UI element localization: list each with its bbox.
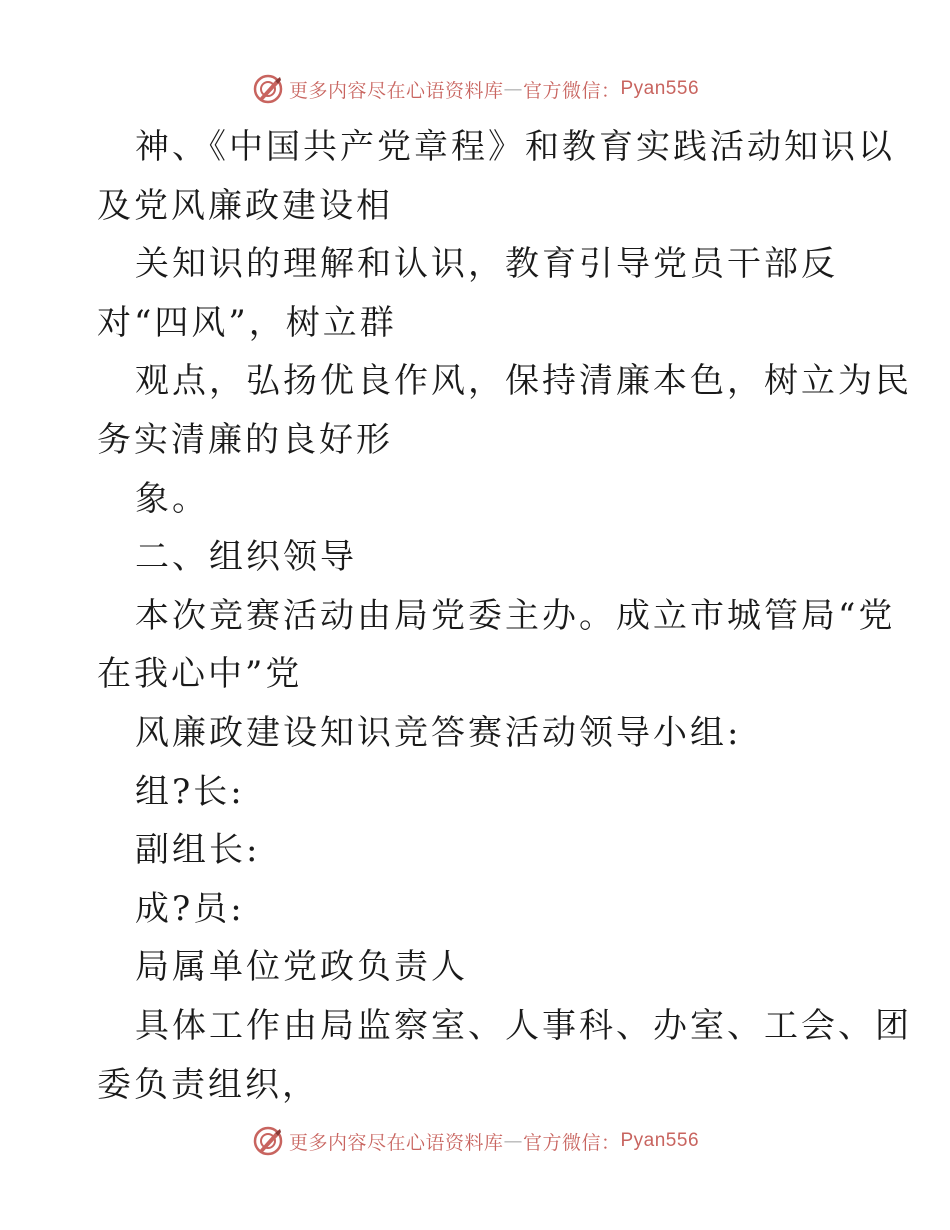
text-line: 具体工作由局监察室、人事科、办室、工会、团 <box>135 1005 912 1046</box>
text-line: 委负责组织， <box>97 1064 319 1105</box>
text-line: 本次竞赛活动由局党委主办。成立市城管局“党 <box>135 595 896 636</box>
document-body <box>97 118 912 1114</box>
text-line: 神、《中国共产党章程》和教育实践活动知识以 <box>135 127 895 167</box>
banner-title: 更多内容尽在心语资料库 <box>288 79 504 102</box>
text-line: 务实清廉的良好形 <box>97 419 393 460</box>
text-line: 成?员: <box>135 888 245 929</box>
text-line: 副组长: <box>135 830 261 871</box>
banner-wechat-id: Pyan556 <box>620 78 700 99</box>
text-line: 对“四风”，树立群 <box>97 302 397 343</box>
text-line: 关知识的理解和认识，教育引导党员干部反 <box>135 244 838 285</box>
section-heading: 二、组织领导 <box>135 537 357 578</box>
banner-wechat-id: Pyan556 <box>620 1130 700 1151</box>
header-watermark <box>0 72 950 106</box>
banner-separator: — <box>503 78 523 100</box>
pen-logo-icon <box>251 72 285 106</box>
text-line: 组?长: <box>135 771 245 812</box>
footer-watermark <box>0 1124 950 1158</box>
banner-title: 更多内容尽在心语资料库 <box>288 1131 504 1154</box>
banner-wechat-label: 官方微信： <box>522 1131 621 1154</box>
text-line: 象。 <box>135 478 209 519</box>
text-line: 及党风廉政建设相 <box>97 185 393 226</box>
text-line: 在我心中”党 <box>97 654 303 695</box>
text-line: 风廉政建设知识竞答赛活动领导小组: <box>135 712 742 753</box>
banner-separator: — <box>503 1130 523 1152</box>
banner-wechat-label: 官方微信： <box>522 79 621 102</box>
pen-logo-icon <box>251 1124 285 1158</box>
text-line: 局属单位党政负责人 <box>135 947 468 988</box>
text-line: 观点，弘扬优良作风，保持清廉本色，树立为民 <box>135 361 912 402</box>
